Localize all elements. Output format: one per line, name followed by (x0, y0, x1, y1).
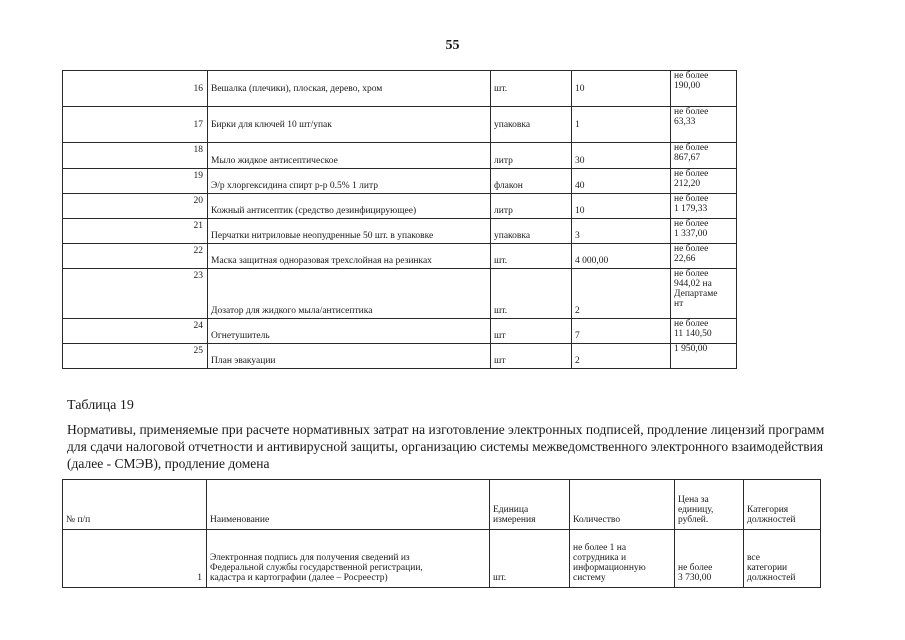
table-row (63, 244, 737, 269)
header-category: Категория должностей (744, 480, 821, 530)
header-qty: Количество (570, 480, 675, 530)
row-unit: литр (491, 143, 572, 169)
row-name: Маска защитная одноразовая трехслойная на резинках (208, 244, 491, 269)
table-row (63, 143, 737, 169)
table-row (63, 344, 737, 369)
table-description: Нормативы, применяемые при расчете нормативных затрат на изготовление электронных подписей, продление лицензий программ для сдачи налоговой отчетности и антивирусной защиты, организацию системы межведомственного электронного взаимодействия (далее - СМЭВ), продление домена (67, 422, 825, 471)
row-unit: упаковка (491, 107, 572, 143)
row-num: 25 (63, 344, 208, 369)
row-name: Дозатор для жидкого мыла/антисептика (208, 269, 491, 319)
row-unit: шт. (491, 71, 572, 107)
row-price: не более 190,00 (671, 71, 737, 107)
table-label: Таблица 19 (67, 398, 134, 413)
row-qty: 2 (572, 344, 671, 369)
table-row (63, 71, 737, 107)
row-qty: не более 1 на сотрудника и информационную систему (570, 530, 675, 588)
table-row (63, 169, 737, 194)
row-price: не более 1 179,33 (671, 194, 737, 219)
row-unit: литр (491, 194, 572, 219)
row-qty: 40 (572, 169, 671, 194)
row-qty: 4 000,00 (572, 244, 671, 269)
table-row (63, 194, 737, 219)
row-price: не более 1 337,00 (671, 219, 737, 244)
row-qty: 2 (572, 269, 671, 319)
table-header-row (63, 480, 821, 530)
row-num: 24 (63, 319, 208, 344)
row-name: Бирки для ключей 10 шт/упак (208, 107, 491, 143)
page-number: 55 (445, 38, 460, 53)
row-price: не более 11 140,50 (671, 319, 737, 344)
row-price: не более 944,02 на Департаме нт (671, 269, 737, 319)
electronic-signature-norms-table (62, 479, 821, 588)
header-unit: Единица измерения (490, 480, 570, 530)
row-qty: 7 (572, 319, 671, 344)
row-name: Вешалка (плечики), плоская, дерево, хром (208, 71, 491, 107)
row-num: 19 (63, 169, 208, 194)
row-name: Кожный антисептик (средство дезинфицирующее) (208, 194, 491, 219)
row-price: не более 212,20 (671, 169, 737, 194)
table-row (63, 219, 737, 244)
table-row (63, 530, 821, 588)
row-num: 1 (63, 530, 207, 588)
row-unit: шт. (491, 269, 572, 319)
row-qty: 1 (572, 107, 671, 143)
row-price: 1 950,00 (671, 344, 737, 369)
row-unit: шт (491, 319, 572, 344)
table-row (63, 107, 737, 143)
row-qty: 3 (572, 219, 671, 244)
table-row (63, 269, 737, 319)
row-unit: упаковка (491, 219, 572, 244)
row-qty: 30 (572, 143, 671, 169)
row-price: не более 63,33 (671, 107, 737, 143)
row-name: План эвакуации (208, 344, 491, 369)
row-num: 20 (63, 194, 208, 219)
row-num: 21 (63, 219, 208, 244)
row-name: Мыло жидкое антисептическое (208, 143, 491, 169)
row-unit: шт. (490, 530, 570, 588)
table-row (63, 319, 737, 344)
row-num: 22 (63, 244, 208, 269)
row-qty: 10 (572, 71, 671, 107)
row-num: 23 (63, 269, 208, 319)
expense-items-table (62, 70, 737, 369)
row-qty: 10 (572, 194, 671, 219)
row-name: Электронная подпись для получения сведений из Федеральной службы государственной регистрации, кадастра и картографии (далее – Росреестр) (207, 530, 490, 588)
row-name: Э/р хлоргексидина спирт р-р 0.5% 1 литр (208, 169, 491, 194)
row-num: 18 (63, 143, 208, 169)
row-name: Перчатки нитриловые неопудренные 50 шт. в упаковке (208, 219, 491, 244)
row-price: не более 3 730,00 (675, 530, 744, 588)
row-unit: шт (491, 344, 572, 369)
row-name: Огнетушитель (208, 319, 491, 344)
header-name: Наименование (207, 480, 490, 530)
row-unit: шт. (491, 244, 572, 269)
row-price: не более 22,66 (671, 244, 737, 269)
header-price: Цена за единицу, рублей. (675, 480, 744, 530)
row-unit: флакон (491, 169, 572, 194)
row-price: не более 867,67 (671, 143, 737, 169)
row-num: 16 (63, 71, 208, 107)
row-category: все категории должностей (744, 530, 821, 588)
header-num: № п/п (63, 480, 207, 530)
row-num: 17 (63, 107, 208, 143)
